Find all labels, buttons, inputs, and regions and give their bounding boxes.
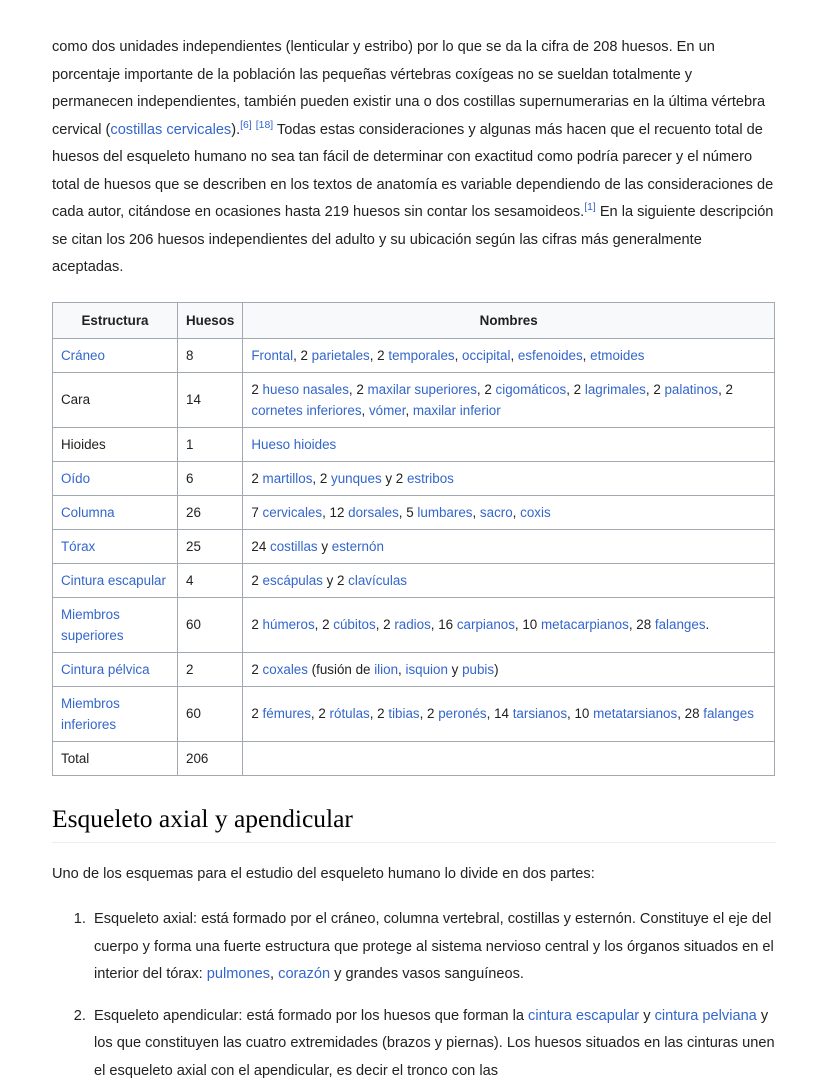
link-lagrimales[interactable]: lagrimales <box>584 381 646 397</box>
link-falanges[interactable]: falanges <box>703 706 754 721</box>
link-hueso-hioides[interactable]: Hueso hioides <box>251 436 337 452</box>
link-pubis[interactable]: pubis <box>462 661 495 677</box>
cell-bone-names: 2 escápulas y 2 clavículas <box>243 563 775 597</box>
cell-bone-count: 25 <box>178 529 243 563</box>
link-dorsales[interactable]: dorsales <box>348 504 399 520</box>
column-header-huesos: Huesos <box>178 302 243 338</box>
table-row <box>53 372 775 427</box>
cell-structure <box>53 597 178 652</box>
cell-structure: Total <box>53 741 178 775</box>
link-yunques[interactable]: yunques <box>331 470 382 486</box>
list-item <box>90 1003 776 1085</box>
link-maxilar-superiores[interactable]: maxilar superiores <box>367 381 477 397</box>
link-esternón[interactable]: esternón <box>331 538 384 554</box>
cell-bone-count: 8 <box>178 338 243 372</box>
reference-18-link[interactable]: [18] <box>255 119 274 131</box>
link-isquion[interactable]: isquion <box>405 661 448 677</box>
link-coxis[interactable]: coxis <box>520 504 551 520</box>
link-costillas[interactable]: costillas <box>270 538 318 554</box>
list-item-1-segment-1: Esqueleto axial: está formado por el cráneo, columna vertebral, costillas y esternón. Constituye el eje del cuerpo y forma una fuerte estructura que protege al sistema nervioso central y los órganos situados en el interior del tórax: <box>94 911 774 983</box>
link-metatarsianos[interactable]: metatarsianos <box>593 706 678 721</box>
cell-bone-names: 2 fémures, 2 rótulas, 2 tibias, 2 peronés, 14 tarsianos, 10 metatarsianos, 28 falanges <box>243 686 775 741</box>
page-section-heading: Esqueleto axial y apendicular <box>52 802 776 843</box>
link-metacarpianos[interactable]: metacarpianos <box>540 617 629 632</box>
column-header-estructura: Estructura <box>53 302 178 338</box>
cell-structure <box>53 461 178 495</box>
cell-structure: Cara <box>53 372 178 427</box>
link-miembros-inferiores[interactable]: Miembros inferiores <box>61 695 120 732</box>
bones-table-head <box>53 302 775 338</box>
list-item-2-segment-3: y los que constituyen las cuatro extremidades (brazos y piernas). Los huesos situados en las cinturas unen el esqueleto axial con el apendicular, es decir el tronco con las <box>94 1007 775 1079</box>
cell-bone-count: 6 <box>178 461 243 495</box>
link-cintura-escapular[interactable]: Cintura escapular <box>61 572 166 588</box>
list-item-1-segment-2: , <box>270 966 279 983</box>
link-oído[interactable]: Oído <box>61 470 91 486</box>
link-martillos[interactable]: martillos <box>262 470 313 486</box>
link-parietales[interactable]: parietales <box>311 347 370 363</box>
link-carpianos[interactable]: carpianos <box>456 617 515 632</box>
link-cráneo[interactable]: Cráneo <box>61 347 105 363</box>
link-escápulas[interactable]: escápulas <box>262 572 323 588</box>
link-maxilar-inferior[interactable]: maxilar inferior <box>412 402 501 418</box>
table-row <box>53 741 775 775</box>
cell-bone-names <box>243 741 775 775</box>
cell-bone-names: 2 húmeros, 2 cúbitos, 2 radios, 16 carpianos, 10 metacarpianos, 28 falanges. <box>243 597 775 652</box>
cell-bone-count: 26 <box>178 495 243 529</box>
link-tarsianos[interactable]: tarsianos <box>512 706 568 721</box>
table-row <box>53 652 775 686</box>
reference-1[interactable] <box>584 202 596 213</box>
bones-table-header-row <box>53 302 775 338</box>
table-row <box>53 461 775 495</box>
list-item <box>90 906 776 989</box>
link-vómer[interactable]: vómer <box>368 402 406 418</box>
link-falanges[interactable]: falanges <box>654 617 706 632</box>
cell-bone-count: 206 <box>178 741 243 775</box>
cell-structure <box>53 529 178 563</box>
cell-bone-count: 60 <box>178 597 243 652</box>
table-row <box>53 529 775 563</box>
cell-bone-count: 60 <box>178 686 243 741</box>
link-sacro[interactable]: sacro <box>479 504 513 520</box>
cell-structure <box>53 652 178 686</box>
link-cúbitos[interactable]: cúbitos <box>333 617 376 632</box>
list-item-1-segment-3: y grandes vasos sanguíneos. <box>330 966 524 983</box>
link-columna[interactable]: Columna <box>61 504 115 520</box>
cell-bone-names: 2 martillos, 2 yunques y 2 estribos <box>243 461 775 495</box>
link-coxales[interactable]: coxales <box>262 661 308 677</box>
link-cervicales[interactable]: cervicales <box>262 504 323 520</box>
cell-bone-names: 2 coxales (fusión de ilion, isquion y pubis) <box>243 652 775 686</box>
cell-bone-names: Frontal, 2 parietales, 2 temporales, occipital, esfenoides, etmoides <box>243 338 775 372</box>
cell-structure <box>53 495 178 529</box>
cell-structure <box>53 563 178 597</box>
section-intro-paragraph: Uno de los esquemas para el estudio del esqueleto humano lo divide en dos partes: <box>52 865 595 882</box>
table-row <box>53 495 775 529</box>
cell-structure <box>53 686 178 741</box>
cell-bone-names <box>243 427 775 461</box>
link-palatinos[interactable]: palatinos <box>664 381 719 397</box>
link-húmeros[interactable]: húmeros <box>262 617 315 632</box>
column-header-nombres: Nombres <box>243 302 775 338</box>
link-esfenoides[interactable]: esfenoides <box>517 347 583 363</box>
cell-structure <box>53 338 178 372</box>
link-rótulas[interactable]: rótulas <box>329 706 370 721</box>
reference-6-link[interactable]: [6] <box>240 119 252 131</box>
paragraph-segment-3: Todas estas consideraciones y algunas más hacen que el recuento total de huesos del esqueleto humano no sea tan fácil de determinar con exactitud como podría parecer y el número total de huesos que se describen en los textos de anatomía es variable dependiendo de las consideraciones de cada autor, citándose en ocasiones hasta 219 huesos sin contar los sesamoideos. <box>52 121 774 220</box>
link-fémures[interactable]: fémures <box>262 706 311 721</box>
table-row <box>53 427 775 461</box>
table-row <box>53 338 775 372</box>
cell-structure: Hioides <box>53 427 178 461</box>
link-radios[interactable]: radios <box>394 617 431 632</box>
link-frontal[interactable]: Frontal <box>251 347 294 363</box>
link-etmoides[interactable]: etmoides <box>590 347 645 363</box>
table-row <box>53 563 775 597</box>
link-cornetes-inferiores[interactable]: cornetes inferiores <box>251 402 362 418</box>
link-tórax[interactable]: Tórax <box>61 538 96 554</box>
cell-bone-names: 7 cervicales, 12 dorsales, 5 lumbares, sacro, coxis <box>243 495 775 529</box>
link-ilion[interactable]: ilion <box>374 661 399 677</box>
cell-bone-count: 4 <box>178 563 243 597</box>
link-cigomáticos[interactable]: cigomáticos <box>495 381 567 397</box>
link-cintura-pélvica[interactable]: Cintura pélvica <box>61 661 150 677</box>
cell-bone-count: 2 <box>178 652 243 686</box>
cell-bone-names: 24 costillas y esternón <box>243 529 775 563</box>
paragraph-segment-4: En la siguiente descripción se citan los 206 huesos independientes del adulto y su ubicación según las cifras más generalmente aceptadas. <box>52 204 774 275</box>
link-estribos[interactable]: estribos <box>406 470 454 486</box>
link-cintura-pelviana[interactable]: cintura pelviana <box>654 1007 757 1024</box>
paragraph-segment-2: ). <box>231 121 241 138</box>
link-pulmones[interactable]: pulmones <box>206 966 271 983</box>
link-lumbares[interactable]: lumbares <box>417 504 473 520</box>
link-occipital[interactable]: occipital <box>462 347 511 363</box>
link-temporales[interactable]: temporales <box>388 347 455 363</box>
link-corazon[interactable]: corazón <box>278 966 331 983</box>
cell-bone-count: 1 <box>178 427 243 461</box>
table-row <box>53 597 775 652</box>
cell-bone-names: 2 hueso nasales, 2 maxilar superiores, 2 cigomáticos, 2 lagrimales, 2 palatinos, 2 cornetes inferiores, vómer, maxilar inferior <box>243 372 775 427</box>
link-hueso-nasales[interactable]: hueso nasales <box>262 381 349 397</box>
list-item-2-segment-2: y <box>639 1007 655 1024</box>
link-clavículas[interactable]: clavículas <box>348 572 407 588</box>
cell-bone-count: 14 <box>178 372 243 427</box>
paragraph-segment-1: como dos unidades independientes (lenticular y estribo) por lo que se da la cifra de 208 huesos. En un porcentaje importante de la población las pequeñas vértebras coxígeas no se sueldan totalmente y permanecen independientes, también pueden existir una o dos costillas supernumerarias en la última vértebra cervical ( <box>52 39 766 138</box>
skeleton-parts-list <box>52 906 776 1085</box>
link-tibias[interactable]: tibias <box>388 706 420 721</box>
reference-18[interactable] <box>256 120 273 131</box>
link-peronés[interactable]: peronés <box>438 706 487 721</box>
intro-paragraph <box>52 34 776 282</box>
reference-6[interactable] <box>240 120 252 131</box>
link-cintura-escapular[interactable]: cintura escapular <box>528 1007 640 1024</box>
bones-table <box>52 302 775 776</box>
bones-table-body <box>53 338 775 775</box>
link-costillas-cervicales[interactable]: costillas cervicales <box>110 121 232 138</box>
table-row <box>53 686 775 741</box>
link-miembros-superiores[interactable]: Miembros superiores <box>61 606 124 643</box>
reference-1-link[interactable]: [1] <box>584 202 596 214</box>
list-item-2-segment-1: Esqueleto apendicular: está formado por los huesos que forman la <box>94 1007 529 1024</box>
